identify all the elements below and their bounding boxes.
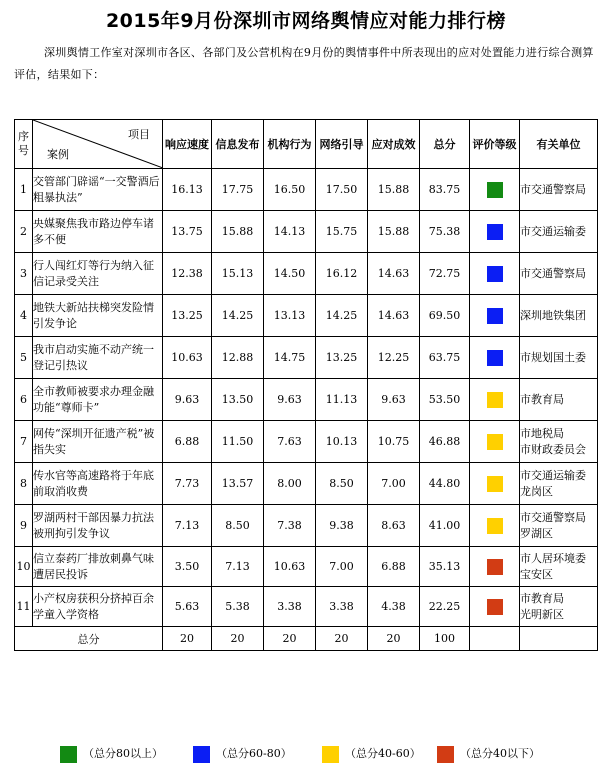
row-total: 41.00 xyxy=(420,505,470,547)
row-grade xyxy=(470,337,520,379)
legend-swatch-green xyxy=(60,746,77,763)
row-total: 22.25 xyxy=(420,587,470,627)
row-unit: 市交通警察局 xyxy=(520,169,598,211)
row-case: 网传“深圳开征遗产税”被指失实 xyxy=(33,421,163,463)
row-unit: 市教育局 xyxy=(520,379,598,421)
row-grade xyxy=(470,505,520,547)
row-behavior: 8.00 xyxy=(264,463,316,505)
row-publish: 14.25 xyxy=(212,295,264,337)
row-publish: 12.88 xyxy=(212,337,264,379)
row-effect: 9.63 xyxy=(368,379,420,421)
header-publish: 信息发布 xyxy=(212,120,264,169)
row-total: 44.80 xyxy=(420,463,470,505)
legend-swatch-red xyxy=(437,746,454,763)
row-seq: 1 xyxy=(15,169,33,211)
row-speed: 12.38 xyxy=(163,253,212,295)
legend-item xyxy=(60,745,163,763)
row-speed: 10.63 xyxy=(163,337,212,379)
row-seq: 5 xyxy=(15,337,33,379)
table-row xyxy=(15,547,598,587)
table-row xyxy=(15,211,598,253)
table-row xyxy=(15,253,598,295)
row-behavior: 13.13 xyxy=(264,295,316,337)
row-speed: 7.73 xyxy=(163,463,212,505)
row-effect: 7.00 xyxy=(368,463,420,505)
row-publish: 13.50 xyxy=(212,379,264,421)
footer-behavior: 20 xyxy=(264,627,316,651)
table-row xyxy=(15,463,598,505)
row-seq: 10 xyxy=(15,547,33,587)
row-case: 地铁大新站扶梯突发险情引发争论 xyxy=(33,295,163,337)
row-unit: 市规划国土委 xyxy=(520,337,598,379)
legend-label: （总分80以上） xyxy=(83,747,163,760)
grade-swatch-blue xyxy=(487,350,503,366)
row-grade xyxy=(470,253,520,295)
row-guide: 3.38 xyxy=(316,587,368,627)
legend-swatch-yellow xyxy=(322,746,339,763)
table-row xyxy=(15,169,598,211)
row-behavior: 7.38 xyxy=(264,505,316,547)
table-row xyxy=(15,295,598,337)
grade-swatch-red xyxy=(487,559,503,575)
row-case: 央媒聚焦我市路边停车诸多不便 xyxy=(33,211,163,253)
row-speed: 7.13 xyxy=(163,505,212,547)
header-seq: 序号 xyxy=(15,120,33,169)
row-total: 75.38 xyxy=(420,211,470,253)
table-row xyxy=(15,379,598,421)
row-case: 传水官等高速路将于年底前取消收费 xyxy=(33,463,163,505)
row-effect: 14.63 xyxy=(368,295,420,337)
header-behavior: 机构行为 xyxy=(264,120,316,169)
header-diagonal xyxy=(33,120,163,169)
legend-item xyxy=(322,745,421,763)
row-speed: 13.25 xyxy=(163,295,212,337)
row-publish: 7.13 xyxy=(212,547,264,587)
row-seq: 2 xyxy=(15,211,33,253)
row-guide: 15.75 xyxy=(316,211,368,253)
row-speed: 3.50 xyxy=(163,547,212,587)
legend-label: （总分60-80） xyxy=(216,747,292,760)
grade-legend xyxy=(60,745,600,765)
header-total: 总分 xyxy=(420,120,470,169)
row-behavior: 14.75 xyxy=(264,337,316,379)
row-speed: 5.63 xyxy=(163,587,212,627)
table-row xyxy=(15,587,598,627)
row-effect: 14.63 xyxy=(368,253,420,295)
row-total: 63.75 xyxy=(420,337,470,379)
grade-swatch-yellow xyxy=(487,518,503,534)
footer-publish: 20 xyxy=(212,627,264,651)
table-body xyxy=(15,169,598,627)
header-unit: 有关单位 xyxy=(520,120,598,169)
grade-swatch-blue xyxy=(487,224,503,240)
row-seq: 4 xyxy=(15,295,33,337)
row-seq: 6 xyxy=(15,379,33,421)
row-effect: 4.38 xyxy=(368,587,420,627)
row-guide: 11.13 xyxy=(316,379,368,421)
header-item: 项目 xyxy=(128,128,150,141)
row-guide: 14.25 xyxy=(316,295,368,337)
row-effect: 15.88 xyxy=(368,211,420,253)
row-unit: 市交通警察局 罗湖区 xyxy=(520,505,598,547)
legend-label: （总分40以下） xyxy=(460,747,540,760)
footer-total: 100 xyxy=(420,627,470,651)
row-speed: 13.75 xyxy=(163,211,212,253)
row-total: 35.13 xyxy=(420,547,470,587)
table-row xyxy=(15,505,598,547)
grade-swatch-green xyxy=(487,182,503,198)
header-speed: 响应速度 xyxy=(163,120,212,169)
row-publish: 13.57 xyxy=(212,463,264,505)
row-publish: 8.50 xyxy=(212,505,264,547)
footer-guide: 20 xyxy=(316,627,368,651)
row-seq: 8 xyxy=(15,463,33,505)
header-row xyxy=(15,120,598,169)
row-effect: 15.88 xyxy=(368,169,420,211)
row-total: 53.50 xyxy=(420,379,470,421)
row-grade xyxy=(470,379,520,421)
row-guide: 10.13 xyxy=(316,421,368,463)
row-speed: 16.13 xyxy=(163,169,212,211)
row-unit: 市交通警察局 xyxy=(520,253,598,295)
grade-swatch-yellow xyxy=(487,434,503,450)
row-case: 罗湖两村干部因暴力抗法被刑拘引发争议 xyxy=(33,505,163,547)
row-publish: 11.50 xyxy=(212,421,264,463)
header-guide: 网络引导 xyxy=(316,120,368,169)
footer-row xyxy=(15,627,598,651)
row-unit: 市地税局 市财政委员会 xyxy=(520,421,598,463)
footer-empty-unit xyxy=(520,627,598,651)
row-behavior: 14.13 xyxy=(264,211,316,253)
row-grade xyxy=(470,547,520,587)
page-title: 2015年9月份深圳市网络舆情应对能力排行榜 xyxy=(105,10,507,32)
header-effect: 应对成效 xyxy=(368,120,420,169)
row-effect: 6.88 xyxy=(368,547,420,587)
row-guide: 16.12 xyxy=(316,253,368,295)
row-effect: 8.63 xyxy=(368,505,420,547)
row-effect: 10.75 xyxy=(368,421,420,463)
row-unit: 深圳地铁集团 xyxy=(520,295,598,337)
grade-swatch-red xyxy=(487,599,503,615)
row-total: 83.75 xyxy=(420,169,470,211)
row-case: 交管部门辟谣“一交警酒后粗暴执法” xyxy=(33,169,163,211)
header-grade: 评价等级 xyxy=(470,120,520,169)
row-seq: 7 xyxy=(15,421,33,463)
row-case: 信立泰药厂排放刺鼻气味遭居民投诉 xyxy=(33,547,163,587)
row-guide: 9.38 xyxy=(316,505,368,547)
row-case: 行人闯红灯等行为纳入征信记录受关注 xyxy=(33,253,163,295)
footer-label: 总分 xyxy=(15,627,163,651)
grade-swatch-blue xyxy=(487,308,503,324)
row-grade xyxy=(470,463,520,505)
row-behavior: 9.63 xyxy=(264,379,316,421)
grade-swatch-yellow xyxy=(487,476,503,492)
row-grade xyxy=(470,421,520,463)
row-grade xyxy=(470,587,520,627)
row-unit: 市教育局 光明新区 xyxy=(520,587,598,627)
row-publish: 15.88 xyxy=(212,211,264,253)
intro-paragraph: 深圳舆情工作室对深圳市各区、各部门及公营机构在9月份的舆情事件中所表现出的应对处置能力进行综合测算评估，结果如下： xyxy=(14,46,594,81)
row-unit: 市交通运输委 龙岗区 xyxy=(520,463,598,505)
row-guide: 13.25 xyxy=(316,337,368,379)
row-guide: 7.00 xyxy=(316,547,368,587)
legend-swatch-blue xyxy=(193,746,210,763)
header-case: 案例 xyxy=(47,148,69,161)
row-grade xyxy=(470,295,520,337)
row-speed: 9.63 xyxy=(163,379,212,421)
grade-swatch-yellow xyxy=(487,392,503,408)
row-seq: 9 xyxy=(15,505,33,547)
row-seq: 3 xyxy=(15,253,33,295)
row-total: 72.75 xyxy=(420,253,470,295)
row-grade xyxy=(470,169,520,211)
table-row xyxy=(15,337,598,379)
row-case: 全市教师被要求办理金融功能“尊师卡” xyxy=(33,379,163,421)
legend-item xyxy=(437,745,540,763)
row-behavior: 16.50 xyxy=(264,169,316,211)
footer-effect: 20 xyxy=(368,627,420,651)
row-behavior: 7.63 xyxy=(264,421,316,463)
row-behavior: 3.38 xyxy=(264,587,316,627)
table-row xyxy=(15,421,598,463)
row-unit: 市交通运输委 xyxy=(520,211,598,253)
row-speed: 6.88 xyxy=(163,421,212,463)
row-guide: 17.50 xyxy=(316,169,368,211)
row-publish: 17.75 xyxy=(212,169,264,211)
row-total: 69.50 xyxy=(420,295,470,337)
row-behavior: 10.63 xyxy=(264,547,316,587)
row-total: 46.88 xyxy=(420,421,470,463)
row-case: 小产权房获积分挤掉百余学童入学资格 xyxy=(33,587,163,627)
row-effect: 12.25 xyxy=(368,337,420,379)
row-grade xyxy=(470,211,520,253)
row-case: 我市启动实施不动产统一登记引热议 xyxy=(33,337,163,379)
legend-label: （总分40-60） xyxy=(345,747,421,760)
row-unit: 市人居环境委 宝安区 xyxy=(520,547,598,587)
ranking-table xyxy=(14,119,598,651)
footer-empty-grade xyxy=(470,627,520,651)
row-publish: 5.38 xyxy=(212,587,264,627)
row-guide: 8.50 xyxy=(316,463,368,505)
grade-swatch-blue xyxy=(487,266,503,282)
footer-speed: 20 xyxy=(163,627,212,651)
row-publish: 15.13 xyxy=(212,253,264,295)
legend-item xyxy=(193,745,292,763)
row-seq: 11 xyxy=(15,587,33,627)
row-behavior: 14.50 xyxy=(264,253,316,295)
